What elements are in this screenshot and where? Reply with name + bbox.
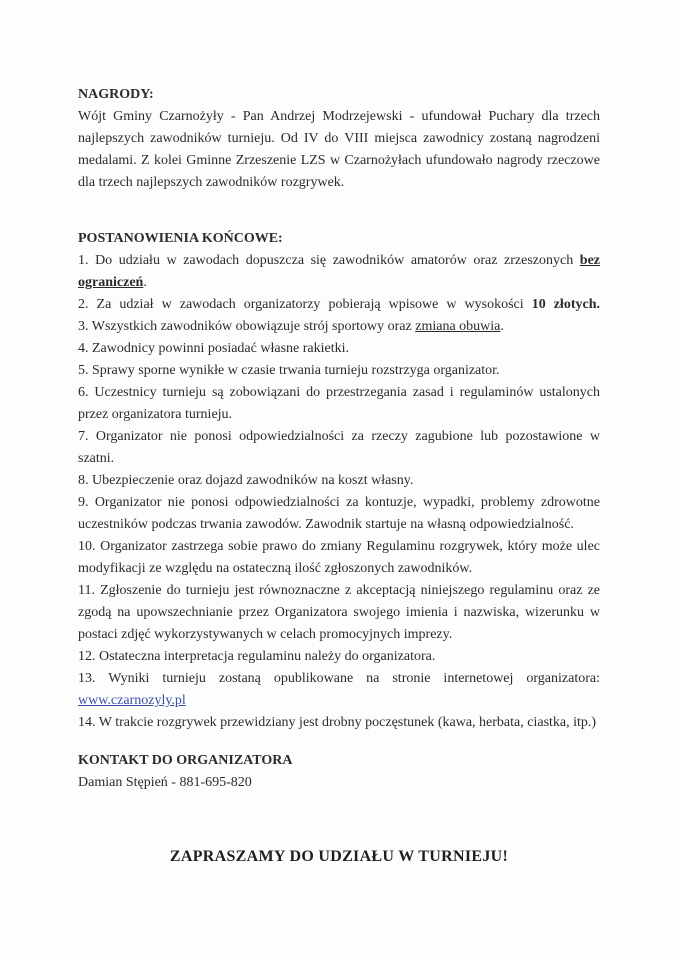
regulation-text: bez ograniczeń xyxy=(78,253,600,290)
regulation-text: 11. Zgłoszenie do turnieju jest równoznaczne z akceptacją niniejszego regulaminu oraz ze zgodą na upowszechnianie przez Organizatora swojego imienia i nazwiska, wizerunku w postaci zdjęć wykorzystywanych w celach promocyjnych imprezy. xyxy=(78,583,600,642)
regulation-item xyxy=(78,382,600,426)
regulation-item xyxy=(78,536,600,580)
regulation-text: 10. Organizator zastrzega sobie prawo do zmiany Regulaminu rozgrywek, który może ulec modyfikacji ze względu na ostateczną ilość zgłoszonych zawodników. xyxy=(78,539,600,576)
regulation-item xyxy=(78,250,600,294)
regulation-item xyxy=(78,668,600,712)
regulation-text: zmiana obuwia xyxy=(415,319,501,334)
regulation-item xyxy=(78,426,600,470)
contact-line: Damian Stępień - 881-695-820 xyxy=(78,775,252,790)
regulation-text: 14. W trakcie rozgrywek przewidziany jest drobny poczęstunek (kawa, herbata, ciastka, itp.) xyxy=(78,715,597,730)
kontakt-heading: KONTAKT DO ORGANIZATORA xyxy=(78,753,293,768)
regulation-text: 12. Ostateczna interpretacja regulaminu należy do organizatora. xyxy=(78,649,436,664)
postanowienia-heading: POSTANOWIENIA KOŃCOWE: xyxy=(78,231,283,246)
section-postanowienia xyxy=(78,228,600,734)
regulation-item xyxy=(78,470,600,492)
regulation-text: 5. Sprawy sporne wynikłe w czasie trwania turnieju rozstrzyga organizator. xyxy=(78,363,500,378)
regulation-text: . xyxy=(500,319,504,334)
regulation-text: 6. Uczestnicy turnieju są zobowiązani do przestrzegania zasad i regulaminów ustalonych przez organizatora turnieju. xyxy=(78,385,600,422)
regulation-item xyxy=(78,712,600,734)
regulation-text: 2. Za udział w zawodach organizatorzy pobierają wpisowe w wysokości xyxy=(78,297,532,312)
regulation-item xyxy=(78,360,600,382)
invitation-banner: ZAPRASZAMY DO UDZIAŁU W TURNIEJU! xyxy=(169,848,509,865)
regulation-text: 3. Wszystkich zawodników obowiązuje strój sportowy oraz xyxy=(78,319,416,334)
regulation-text: 4. Zawodnicy powinni posiadać własne rakietki. xyxy=(78,341,349,356)
regulation-text: 9. Organizator nie ponosi odpowiedzialności za kontuzje, wypadki, problemy zdrowotne uczestników podczas trwania zawodów. Zawodnik startuje na własną odpowiedzialność. xyxy=(78,495,600,532)
regulation-text: . xyxy=(143,275,147,290)
section-nagrody xyxy=(78,84,600,194)
regulation-item xyxy=(78,338,600,360)
regulation-item xyxy=(78,646,600,668)
link-line xyxy=(78,690,600,712)
section-kontakt xyxy=(78,750,600,794)
regulation-item xyxy=(78,316,600,338)
nagrody-heading: NAGRODY: xyxy=(78,87,154,102)
regulation-text: 1. Do udziału w zawodach dopuszcza się zawodników amatorów oraz zrzeszonych xyxy=(78,253,580,268)
regulation-item xyxy=(78,492,600,536)
regulation-text: 10 złotych. xyxy=(531,297,600,312)
regulation-text: 13. Wyniki turnieju zostaną opublikowane na stronie internetowej organizatora: xyxy=(78,671,600,686)
regulation-item xyxy=(78,294,600,316)
website-link[interactable]: www.czarnozyly.pl xyxy=(78,693,186,708)
regulation-text: 8. Ubezpieczenie oraz dojazd zawodników na koszt własny. xyxy=(78,473,414,488)
regulations-list xyxy=(78,250,600,734)
nagrody-paragraph: Wójt Gminy Czarnożyły - Pan Andrzej Modrzejewski - ufundował Puchary dla trzech najlepszych zawodników turnieju. Od IV do VIII miejsca zawodnicy zostaną nagrodzeni medalami. Z kolei Gminne Zrzeszenie LZS w Czarnożyłach ufundowało nagrody rzeczowe dla trzech najlepszych zawodników rozgrywek. xyxy=(78,109,600,190)
regulation-text: 7. Organizator nie ponosi odpowiedzialności za rzeczy zagubione lub pozostawione w szatni. xyxy=(78,429,600,466)
regulation-item xyxy=(78,580,600,646)
